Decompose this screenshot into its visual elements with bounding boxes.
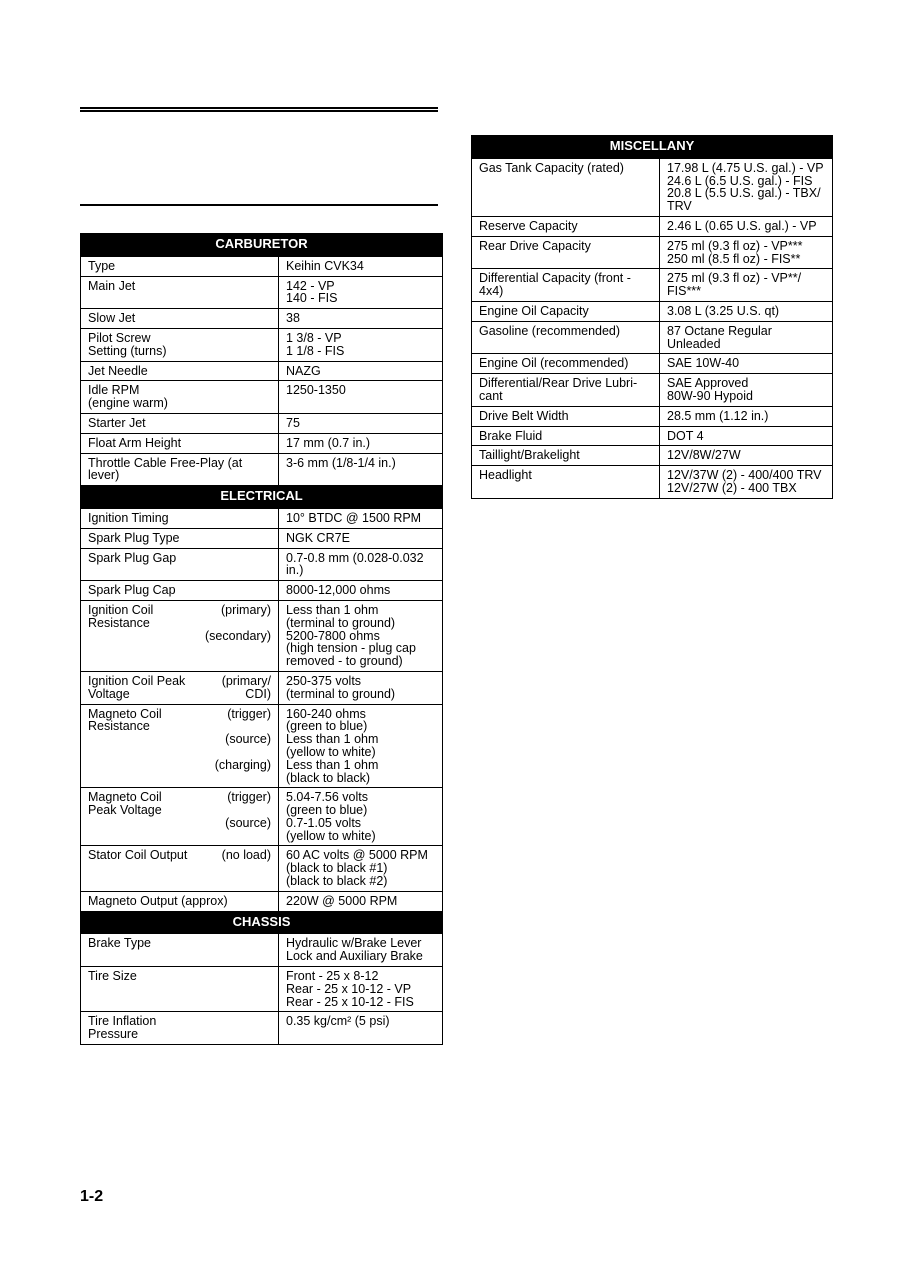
spec-value: 12V/8W/27W	[660, 446, 833, 466]
spec-label: Differential Capacity (front - 4x4)	[472, 269, 660, 302]
spec-label: Pilot Screw Setting (turns)	[81, 328, 279, 361]
table-row	[472, 236, 833, 269]
spec-label: Drive Belt Width	[472, 406, 660, 426]
spec-label: Engine Oil Capacity	[472, 301, 660, 321]
table-row	[81, 600, 443, 671]
spec-value: Keihin CVK34	[279, 256, 443, 276]
spec-label: Engine Oil (recommended)	[472, 354, 660, 374]
spec-label: Tire Inflation Pressure	[81, 1012, 279, 1045]
spec-value: 2.46 L (0.65 U.S. gal.) - VP	[660, 216, 833, 236]
spec-label: Brake Fluid	[472, 426, 660, 446]
electrical-section-title: ELECTRICAL	[81, 486, 443, 509]
table-row	[81, 381, 443, 414]
spec-label: Stator Coil Output	[88, 848, 188, 863]
table-row	[81, 433, 443, 453]
table-row	[81, 309, 443, 329]
spec-value: 12V/37W (2) - 400/400 TRV 12V/27W (2) - 400 TBX	[660, 466, 833, 499]
spec-value: 3-6 mm (1/8-1/4 in.)	[279, 453, 443, 486]
spec-value: 87 Octane Regular Unleaded	[660, 321, 833, 354]
miscellany-section-title: MISCELLANY	[472, 136, 833, 159]
spec-value: 275 ml (9.3 fl oz) - VP**/ FIS***	[660, 269, 833, 302]
spec-label: Magneto Coil Resistance	[88, 706, 162, 734]
spec-label: Brake Type	[81, 934, 279, 967]
carburetor-section-title: CARBURETOR	[81, 234, 443, 257]
table-row	[81, 1012, 443, 1045]
miscellany-table	[471, 135, 833, 499]
carburetor-section-header	[81, 234, 443, 257]
spec-label: Magneto Coil Peak Voltage	[88, 790, 162, 818]
spec-value: 3.08 L (3.25 U.S. qt)	[660, 301, 833, 321]
spec-value: 142 - VP 140 - FIS	[279, 276, 443, 309]
spec-value: 0.7-0.8 mm (0.028-0.032 in.)	[279, 548, 443, 581]
spec-label-cell	[81, 846, 279, 891]
table-row	[81, 453, 443, 486]
table-row	[81, 934, 443, 967]
spec-value: 0.35 kg/cm² (5 psi)	[279, 1012, 443, 1045]
spec-label: Spark Plug Cap	[81, 581, 279, 601]
spec-label: Gasoline (recommended)	[472, 321, 660, 354]
spec-value: 10° BTDC @ 1500 RPM	[279, 508, 443, 528]
spec-value: 17 mm (0.7 in.)	[279, 433, 443, 453]
table-row	[472, 374, 833, 407]
electrical-section-header	[81, 486, 443, 509]
spec-label: Ignition Coil Resistance	[88, 602, 154, 630]
spec-label: Slow Jet	[81, 309, 279, 329]
spec-value: NGK CR7E	[279, 528, 443, 548]
table-row	[81, 581, 443, 601]
spec-value: 1250-1350	[279, 381, 443, 414]
table-row	[472, 446, 833, 466]
spec-value: 1 3/8 - VP 1 1/8 - FIS	[279, 328, 443, 361]
spec-value: Less than 1 ohm (terminal to ground) 5200-7800 ohms (high tension - plug cap removed - to ground)	[279, 600, 443, 671]
spec-value: 17.98 L (4.75 U.S. gal.) - VP 24.6 L (6.5 U.S. gal.) - FIS 20.8 L (5.5 U.S. gal.) - TBX/ TRV	[660, 158, 833, 216]
spec-value: 250-375 volts (terminal to ground)	[279, 671, 443, 704]
header-single-rule	[80, 204, 438, 206]
table-row	[81, 548, 443, 581]
page-number: 1-2	[80, 1188, 104, 1205]
spec-value: 220W @ 5000 RPM	[279, 891, 443, 911]
table-row	[81, 508, 443, 528]
miscellany-section-header	[472, 136, 833, 159]
chassis-section-header	[81, 911, 443, 934]
spec-value: 60 AC volts @ 5000 RPM (black to black #1) (black to black #2)	[279, 846, 443, 891]
table-row	[472, 426, 833, 446]
table-row	[472, 321, 833, 354]
table-row	[472, 269, 833, 302]
table-row	[472, 158, 833, 216]
table-row	[81, 361, 443, 381]
spec-label: Magneto Output (approx)	[81, 891, 279, 911]
spec-label: Tire Size	[81, 967, 279, 1012]
spec-label: Reserve Capacity	[472, 216, 660, 236]
spec-value: 8000-12,000 ohms	[279, 581, 443, 601]
spec-label: Gas Tank Capacity (rated)	[472, 158, 660, 216]
spec-label: Spark Plug Type	[81, 528, 279, 548]
table-row	[81, 413, 443, 433]
spec-label: Starter Jet	[81, 413, 279, 433]
table-row	[472, 406, 833, 426]
table-row	[472, 301, 833, 321]
spec-label: Type	[81, 256, 279, 276]
spec-value: DOT 4	[660, 426, 833, 446]
table-row	[81, 891, 443, 911]
spec-label: Differential/Rear Drive Lubri- cant	[472, 374, 660, 407]
spec-label: Headlight	[472, 466, 660, 499]
table-row	[472, 466, 833, 499]
spec-label-cell	[81, 788, 279, 846]
spec-value: 5.04-7.56 volts (green to blue) 0.7-1.05 volts (yellow to white)	[279, 788, 443, 846]
spec-label-cell	[81, 600, 279, 671]
table-row	[81, 528, 443, 548]
spec-value: SAE 10W-40	[660, 354, 833, 374]
spec-value: Front - 25 x 8-12 Rear - 25 x 10-12 - VP Rear - 25 x 10-12 - FIS	[279, 967, 443, 1012]
spec-value: Hydraulic w/Brake Lever Lock and Auxiliary Brake	[279, 934, 443, 967]
table-row	[81, 704, 443, 788]
spec-conditions: (trigger) (source)	[225, 790, 271, 830]
spec-label-cell	[81, 671, 279, 704]
spec-label: Ignition Coil Peak Voltage	[88, 673, 186, 701]
specifications-table-left	[80, 233, 443, 1045]
table-row	[81, 788, 443, 846]
spec-value: 160-240 ohms (green to blue) Less than 1 ohm (yellow to white) Less than 1 ohm (black to black)	[279, 704, 443, 788]
table-row	[472, 354, 833, 374]
spec-conditions: (trigger) (source) (charging)	[214, 706, 271, 772]
spec-value: 38	[279, 309, 443, 329]
spec-label: Taillight/Brakelight	[472, 446, 660, 466]
spec-value: 28.5 mm (1.12 in.)	[660, 406, 833, 426]
spec-value: SAE Approved 80W-90 Hypoid	[660, 374, 833, 407]
spec-value: 275 ml (9.3 fl oz) - VP*** 250 ml (8.5 fl oz) - FIS**	[660, 236, 833, 269]
spec-value: NAZG	[279, 361, 443, 381]
table-row	[81, 276, 443, 309]
table-row	[81, 846, 443, 891]
spec-label-cell	[81, 704, 279, 788]
table-row	[81, 671, 443, 704]
spec-conditions: (no load)	[221, 848, 271, 863]
spec-conditions: (primary/ CDI)	[221, 673, 271, 701]
chassis-section-title: CHASSIS	[81, 911, 443, 934]
spec-label: Spark Plug Gap	[81, 548, 279, 581]
table-row	[81, 967, 443, 1012]
spec-label: Rear Drive Capacity	[472, 236, 660, 269]
spec-label: Idle RPM (engine warm)	[81, 381, 279, 414]
spec-label: Throttle Cable Free-Play (at lever)	[81, 453, 279, 486]
table-row	[472, 216, 833, 236]
spec-value: 75	[279, 413, 443, 433]
spec-label: Main Jet	[81, 276, 279, 309]
spec-label: Ignition Timing	[81, 508, 279, 528]
spec-label: Float Arm Height	[81, 433, 279, 453]
header-double-rule	[80, 107, 438, 112]
table-row	[81, 328, 443, 361]
spec-conditions: (primary) (secondary)	[205, 602, 271, 643]
spec-label: Jet Needle	[81, 361, 279, 381]
table-row	[81, 256, 443, 276]
